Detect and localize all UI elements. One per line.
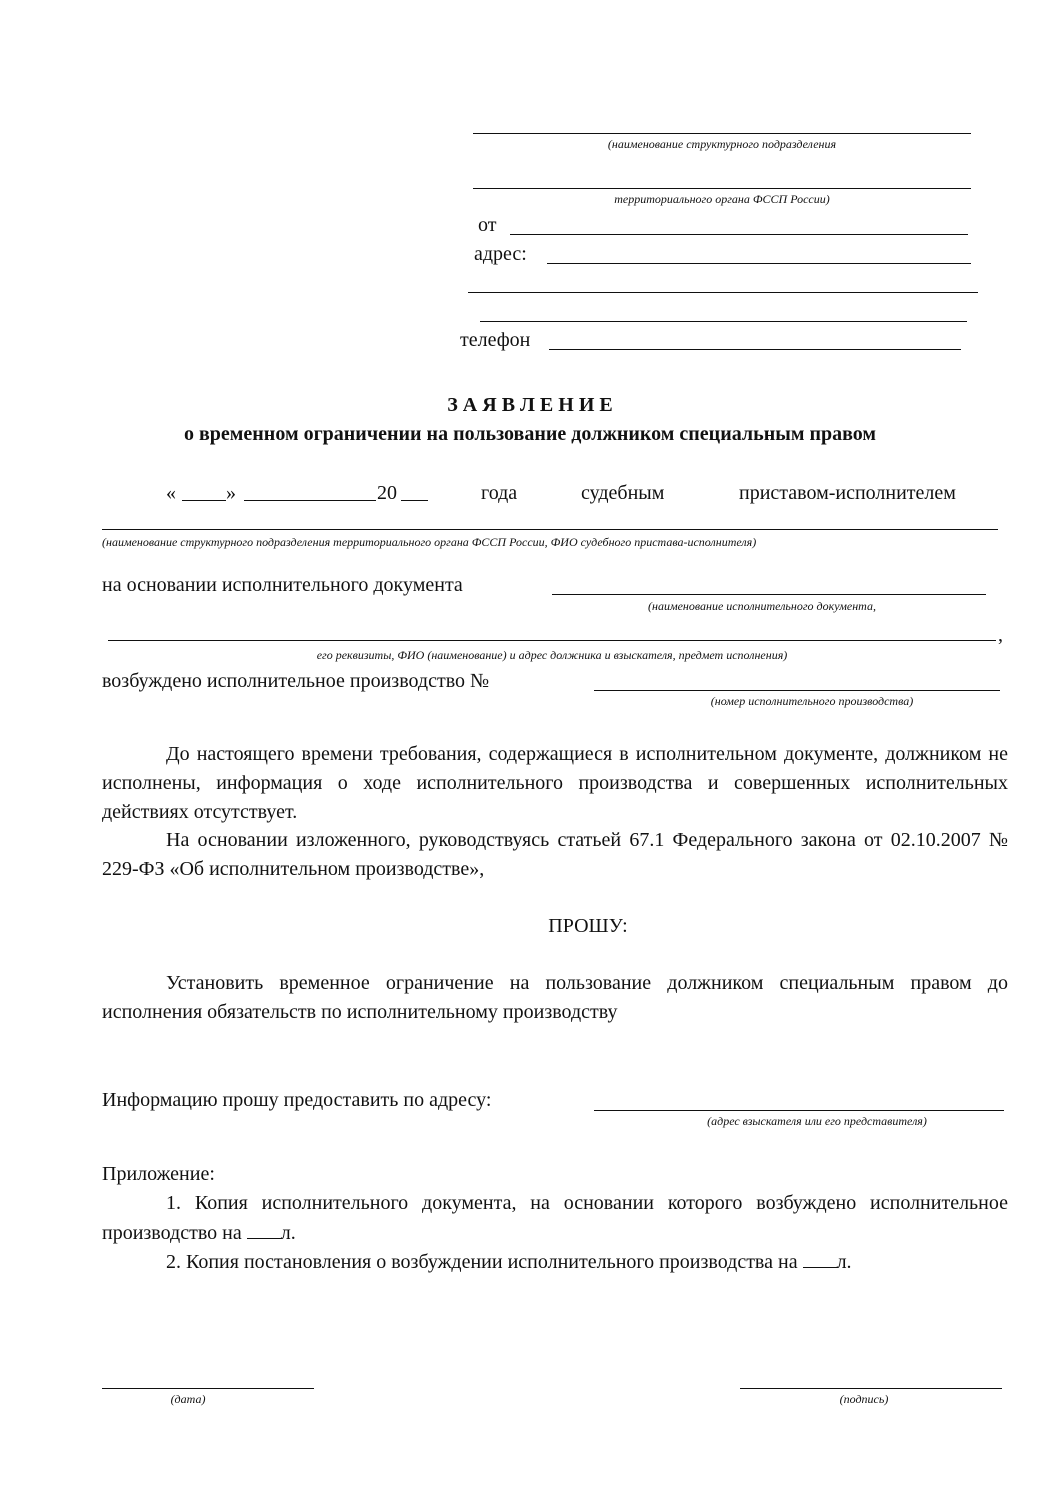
document-details-caption: его реквизиты, ФИО (наименование) и адрес должника и взыскателя, предмет исполнения) bbox=[316, 648, 788, 662]
address-label: адрес: bbox=[474, 243, 527, 265]
address-line-3[interactable] bbox=[480, 321, 967, 322]
initiated-label: возбуждено исполнительное производство № bbox=[102, 670, 490, 692]
attachment-item-2-pages[interactable] bbox=[803, 1247, 837, 1268]
attachment-item-2-text bbox=[102, 1247, 1008, 1277]
addressee-line-1[interactable] bbox=[473, 133, 971, 134]
document-caption: (наименование исполнительного документа, bbox=[648, 599, 876, 613]
basis-label: на основании исполнительного документа bbox=[102, 574, 463, 596]
date-word-year: года bbox=[481, 482, 518, 504]
document-title: З А Я В Л Е Н И Е bbox=[447, 394, 613, 416]
case-number-line[interactable] bbox=[594, 690, 1000, 691]
info-address-caption: (адрес взыскателя или его представителя) bbox=[707, 1114, 927, 1128]
request-text: Установить временное ограничение на пользование должником специальным правом до исполнения обязательств по исполнительному производству bbox=[102, 972, 1008, 1023]
date-word-bailiff: приставом-исполнителем bbox=[739, 482, 956, 504]
date-signature-line[interactable] bbox=[102, 1388, 314, 1389]
attachment-item-1-label: 1. Копия исполнительного документа, на основании которого возбуждено исполнительное производство на bbox=[102, 1192, 1008, 1244]
request-paragraph bbox=[102, 969, 1008, 1027]
document-subtitle: о временном ограничении на пользование должником специальным правом bbox=[183, 423, 877, 445]
attachment-item-1-pages[interactable] bbox=[247, 1218, 281, 1239]
attachment-item-2 bbox=[102, 1247, 1008, 1277]
day-blank[interactable] bbox=[182, 500, 226, 501]
case-number-caption: (номер исполнительного производства) bbox=[710, 694, 914, 708]
attachment-item-1-unit: л. bbox=[280, 1222, 296, 1244]
body-paragraph-1-text: До настоящего времени требования, содержащиеся в исполнительном документе, должником не исполнены, информация о ходе исполнительного производства и совершенных исполнительных действиях отсутствует. bbox=[102, 743, 1008, 823]
address-line-1[interactable] bbox=[547, 263, 971, 264]
sign-caption: (подпись) bbox=[839, 1392, 889, 1406]
addressee-caption-2: территориального органа ФССП России) bbox=[614, 192, 830, 206]
request-heading: ПРОШУ: bbox=[548, 915, 628, 937]
from-label: от bbox=[478, 214, 497, 236]
document-details-line[interactable] bbox=[108, 640, 996, 641]
info-label: Информацию прошу предоставить по адресу: bbox=[102, 1089, 492, 1111]
year-blank[interactable] bbox=[401, 500, 428, 501]
bailiff-caption: (наименование структурного подразделения территориального органа ФССП России, ФИО судебного пристава-исполнителя) bbox=[102, 535, 757, 549]
bailiff-line[interactable] bbox=[102, 529, 998, 530]
date-signature-caption: (дата) bbox=[170, 1392, 206, 1406]
sign-line[interactable] bbox=[740, 1388, 1002, 1389]
attachment-item-2-unit: л. bbox=[836, 1251, 852, 1273]
attachment-item-2-label: 2. Копия постановления о возбуждении исполнительного производства на bbox=[166, 1251, 798, 1273]
attachment-item-1 bbox=[102, 1189, 1008, 1248]
attachments-heading: Приложение: bbox=[102, 1163, 215, 1185]
address-line-2[interactable] bbox=[468, 292, 978, 293]
from-line[interactable] bbox=[510, 234, 968, 235]
body-paragraph-1 bbox=[102, 740, 1008, 827]
phone-line[interactable] bbox=[549, 349, 961, 350]
body-paragraph-2-text: На основании изложенного, руководствуясь статьей 67.1 Федерального закона от 02.10.2007 № 229-ФЗ «Об исполнительном производстве», bbox=[102, 829, 1008, 880]
date-word-judicial: судебным bbox=[581, 482, 665, 504]
addressee-caption-1: (наименование структурного подразделения bbox=[607, 137, 837, 151]
date-quote-open: « bbox=[166, 482, 176, 504]
attachment-item-1-text bbox=[102, 1189, 1008, 1248]
phone-label: телефон bbox=[460, 329, 531, 351]
date-quote-close: » bbox=[226, 482, 236, 504]
document-line[interactable] bbox=[552, 594, 986, 595]
document-details-comma: , bbox=[998, 624, 1003, 646]
year-prefix: 20 bbox=[377, 482, 397, 504]
info-address-line[interactable] bbox=[594, 1110, 1004, 1111]
month-blank[interactable] bbox=[244, 500, 376, 501]
addressee-line-2[interactable] bbox=[473, 188, 971, 189]
body-paragraph-2 bbox=[102, 826, 1008, 884]
